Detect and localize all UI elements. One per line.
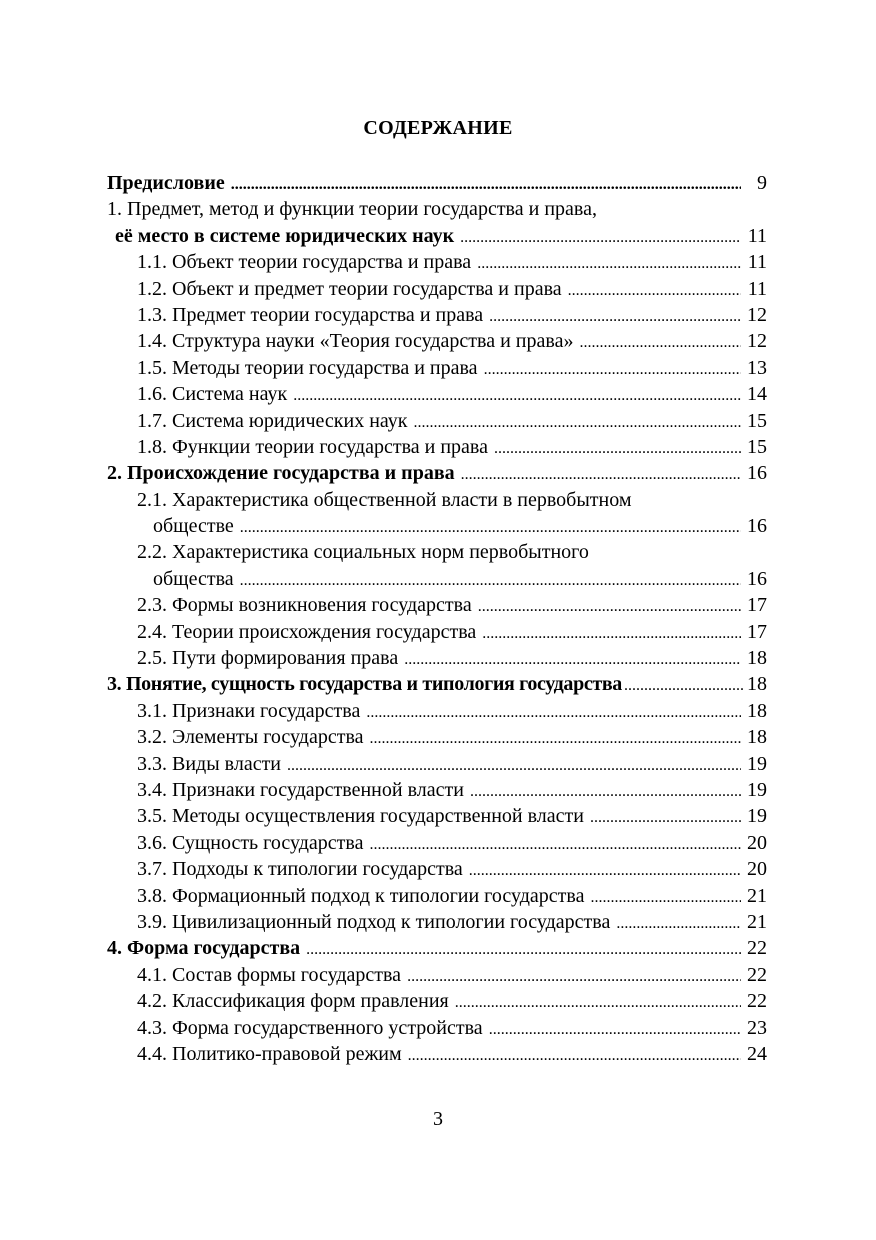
toc-entry-text: общества [153,567,234,590]
toc-entry-text: 3.8. Формационный подход к типологии государства [137,884,585,907]
toc-entry-text: 3.5. Методы осуществления государственной власти [137,805,584,828]
toc-entry-text: 3.1. Признаки государства [137,699,361,722]
dot-leader [461,462,741,488]
toc-entry-page: 20 [747,831,767,854]
toc-entry-text: 3.4. Признаки государственной власти [137,778,464,801]
toc-entry [107,170,767,196]
toc-entry-page: 17 [747,620,767,643]
toc-entry [107,487,767,513]
toc-entry [107,830,767,856]
toc-entry-page: 21 [747,910,767,933]
toc-entry-text: 2.1. Характеристика общественной власти в первобытном [137,488,632,511]
toc-entry-text: 3. Понятие, сущность государства и типология государства [107,673,622,696]
toc-entry [107,1041,767,1067]
toc-entry [107,223,767,249]
toc-entry-page: 12 [747,330,767,353]
dot-leader [489,1017,741,1043]
dot-leader [489,304,741,330]
toc-entry-text: 3.7. Подходы к типологии государства [137,858,463,881]
toc-entry-text: 4.2. Классификация форм правления [137,990,449,1013]
toc-entry-page: 9 [757,172,767,194]
dot-leader [470,779,741,805]
toc-entry-page: 18 [747,726,767,749]
toc-entry-page: 11 [747,277,767,300]
toc-entry-text: Предисловие [107,172,225,194]
toc-entry [107,434,767,460]
toc-entry [107,645,767,671]
toc-entry [107,355,767,381]
toc-entry [107,909,767,935]
toc-entry-page: 18 [747,699,767,722]
dot-leader [240,515,741,541]
toc-entry-page: 19 [747,778,767,801]
toc-entry [107,249,767,275]
page-number: 3 [433,1108,443,1130]
dot-leader [460,225,741,251]
toc-entry-page: 23 [747,1016,767,1039]
dot-leader [231,172,741,198]
toc-entry [107,539,767,565]
toc-entry [107,1015,767,1041]
dot-leader [455,990,741,1016]
toc-entry-text: её место в системе юридических наук [115,224,455,247]
toc-entry [107,724,767,750]
dot-leader [404,647,741,673]
toc-entry-text: 3.2. Элементы государства [137,726,364,749]
toc-entry [107,671,767,697]
toc-entry [107,566,767,592]
dot-leader [366,700,741,726]
toc-entry [107,962,767,988]
dot-leader [590,805,741,831]
dot-leader [240,568,741,594]
toc-entry-page: 16 [747,515,767,538]
toc-entry-page: 18 [747,673,767,696]
toc-entry-text: 1.8. Функции теории государства и права [137,435,488,458]
toc-entry-text: 1. Предмет, метод и функции теории государства и права, [107,198,597,221]
toc-entry [107,619,767,645]
toc-entry-page: 22 [747,963,767,986]
toc-entry-text: 1.7. Система юридических наук [137,409,408,432]
table-of-contents [107,170,767,1067]
dot-leader [408,1043,741,1069]
toc-entry-text: 1.4. Структура науки «Теория государства и права» [137,330,574,353]
toc-entry-page: 19 [747,805,767,828]
toc-entry-page: 15 [747,409,767,432]
toc-entry-text: 1.2. Объект и предмет теории государства и права [137,277,562,300]
toc-entry-page: 11 [747,224,767,247]
toc-entry [107,460,767,486]
toc-entry-page: 15 [747,435,767,458]
toc-entry-text: 1.5. Методы теории государства и права [137,356,478,379]
dot-leader [287,753,741,779]
dot-leader [478,594,741,620]
toc-entry-text: 4. Форма государства [107,937,301,960]
toc-entry-page: 20 [747,858,767,881]
toc-entry [107,803,767,829]
toc-entry [107,698,767,724]
toc-entry-page: 11 [747,251,767,274]
toc-entry-page: 16 [747,462,767,485]
page-title: СОДЕРЖАНИЕ [363,117,513,139]
toc-entry-text: 2. Происхождение государства и права [107,462,455,485]
toc-entry-text: 1.6. Система наук [137,383,288,406]
toc-entry-page: 22 [747,937,767,960]
toc-entry-page: 16 [747,567,767,590]
toc-entry-page: 19 [747,752,767,775]
toc-entry-text: 1.1. Объект теории государства и права [137,251,472,274]
toc-entry-text: 4.4. Политико-правовой режим [137,1042,402,1065]
toc-entry-text: 2.5. Пути формирования права [137,647,399,670]
toc-entry [107,883,767,909]
toc-entry [107,856,767,882]
toc-entry [107,988,767,1014]
toc-entry-page: 14 [747,383,767,406]
toc-entry-text: 2.4. Теории происхождения государства [137,620,477,643]
dot-leader [579,330,741,356]
toc-entry-page: 12 [747,303,767,326]
dot-leader [590,885,741,911]
toc-entry [107,196,767,222]
toc-entry-text: 3.9. Цивилизационный подход к типологии государства [137,910,611,933]
toc-entry [107,276,767,302]
toc-entry [107,408,767,434]
toc-entry-text: 4.3. Форма государственного устройства [137,1016,483,1039]
dot-leader [407,964,741,990]
dot-leader [616,911,741,937]
dot-leader [484,357,741,383]
dot-leader [624,673,745,699]
toc-entry [107,935,767,961]
toc-entry-page: 24 [747,1042,767,1065]
dot-leader [494,436,741,462]
toc-entry-page: 21 [747,884,767,907]
toc-entry [107,302,767,328]
toc-entry-text: обществе [153,515,234,538]
dot-leader [370,726,742,752]
toc-entry-text: 3.6. Сущность государства [137,831,364,854]
toc-entry [107,592,767,618]
toc-entry-text: 3.3. Виды власти [137,752,282,775]
toc-entry-text: 4.1. Состав формы государства [137,963,402,986]
dot-leader [413,410,741,436]
toc-entry [107,381,767,407]
dot-leader [293,383,741,409]
dot-leader [477,251,741,277]
dot-leader [469,858,741,884]
toc-entry [107,513,767,539]
toc-entry-page: 22 [747,990,767,1013]
toc-entry-text: 2.3. Формы возникновения государства [137,594,472,617]
toc-entry [107,777,767,803]
toc-entry-text: 1.3. Предмет теории государства и права [137,303,484,326]
dot-leader [482,621,741,647]
toc-entry-page: 13 [747,356,767,379]
dot-leader [369,832,741,858]
toc-entry-page: 17 [747,594,767,617]
toc-entry [107,751,767,777]
dot-leader [306,937,741,963]
toc-entry-page: 18 [747,647,767,670]
dot-leader [568,278,741,304]
toc-entry [107,328,767,354]
toc-entry-text: 2.2. Характеристика социальных норм первобытного [137,541,589,564]
